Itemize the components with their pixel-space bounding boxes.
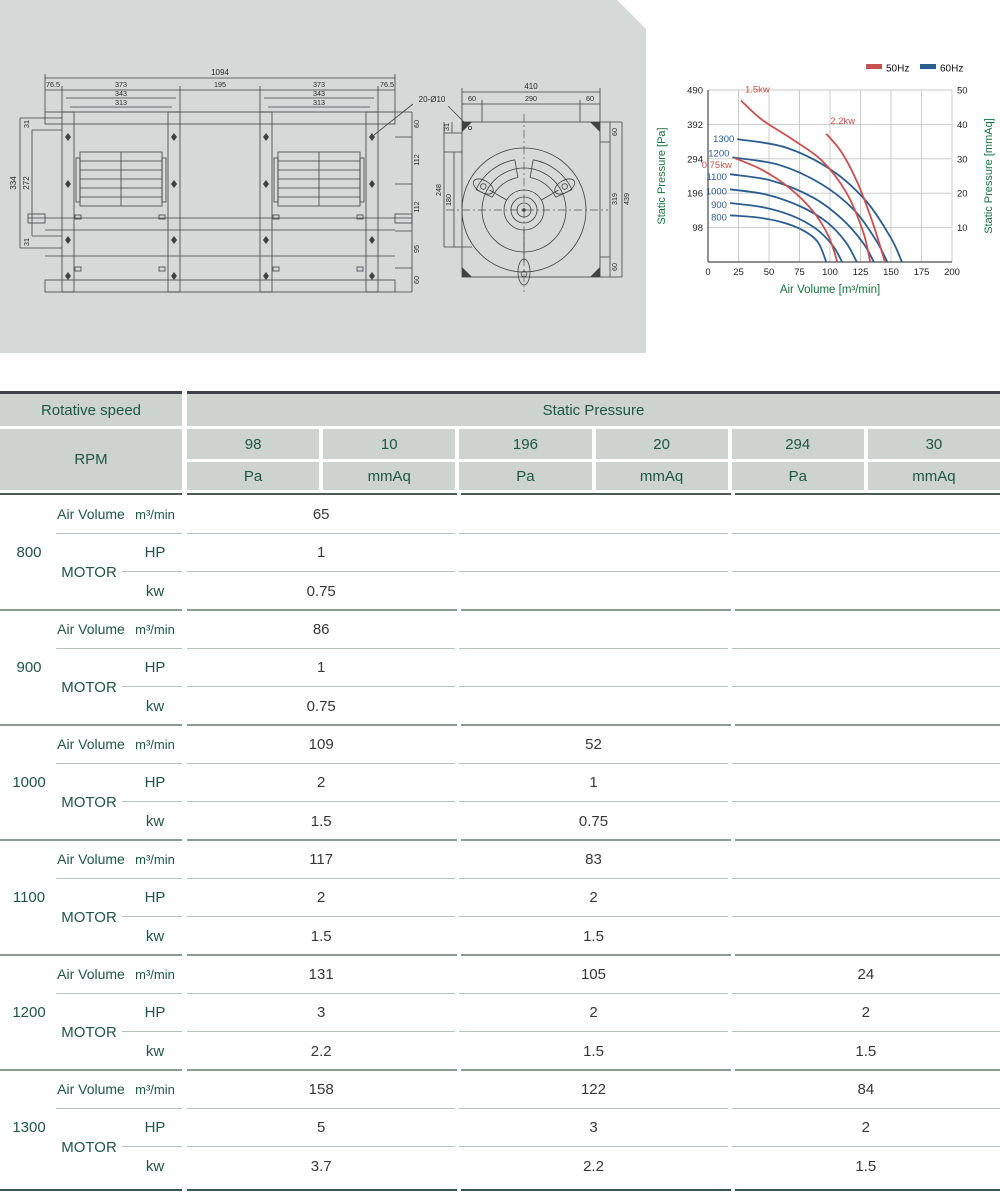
dim-label: 95: [412, 245, 421, 253]
dim-label: 290: [525, 94, 537, 103]
table-group-1200: [0, 955, 1000, 1070]
curve-label-800: 800: [711, 212, 727, 224]
x-tick-label: 50: [763, 267, 775, 278]
hole-callout-label: 20-Ø10: [418, 95, 446, 104]
dim-label: 60: [468, 94, 476, 103]
header-pressure-value: 20: [596, 429, 728, 459]
group-data: [187, 840, 1000, 955]
kw-label: kw: [145, 582, 165, 600]
curve-2.2kw: [826, 134, 885, 262]
kw-cell: 0.75: [306, 697, 336, 715]
header-bottom-line-seg: [0, 493, 182, 495]
hp-label: HP: [144, 544, 166, 561]
rpm-value: 1100: [12, 889, 46, 906]
dim-label: 334: [9, 176, 18, 190]
group-data: [187, 610, 1000, 725]
header-pressure-units: [187, 462, 1000, 490]
dim-label: 343: [115, 89, 127, 98]
dim-label: 60: [412, 120, 421, 128]
x-tick-label: 0: [705, 267, 711, 278]
hp-cell: 2: [732, 1109, 1000, 1147]
dim-label: 319: [610, 193, 619, 205]
front-view-drawing: [9, 68, 472, 292]
y-tick-label-pa: 196: [687, 188, 703, 200]
dim-label: 60: [586, 94, 594, 103]
motor-label: MOTOR: [61, 1023, 117, 1041]
kw-cell: 1.5: [583, 927, 604, 945]
header-pressure-value: 30: [868, 429, 1000, 459]
air-volume-label: Air Volume: [57, 621, 125, 637]
header-pressure-unit: mmAq: [868, 462, 1000, 490]
kw-cell: 1.5: [583, 1042, 604, 1060]
x-tick-label: 200: [944, 267, 960, 278]
kw-cell: [459, 572, 727, 610]
table-body: [0, 495, 1000, 1185]
header-bottom-line-seg: [187, 493, 457, 495]
dim-label: 60: [610, 128, 619, 136]
curve-label-2.2kw: 2.2kw: [830, 115, 856, 127]
header-rpm: RPM: [0, 429, 182, 490]
hp-label: HP: [144, 774, 166, 791]
hp-cell: [732, 534, 1000, 572]
curve-label-1300: 1300: [713, 134, 735, 146]
header-pressure-unit: Pa: [187, 462, 319, 490]
x-tick-label: 100: [822, 267, 838, 278]
x-tick-label: 150: [883, 267, 899, 278]
dim-label: 31: [442, 123, 451, 131]
air-volume-label: Air Volume: [57, 736, 125, 752]
dim-label: 1094: [211, 68, 229, 77]
header-pressure-unit: Pa: [459, 462, 591, 490]
air-volume-cell: [732, 725, 1000, 764]
kw-cell: [732, 917, 1000, 955]
y-tick-label-pa: 490: [687, 85, 703, 97]
air-volume-cell: 105: [459, 955, 727, 994]
y-axis-title-right: Static Pressure [mmAq]: [983, 118, 995, 234]
curve-label-1200: 1200: [708, 148, 730, 160]
header-pressure-value: 10: [323, 429, 455, 459]
y-tick-label-pa: 98: [692, 223, 703, 235]
motor-label: MOTOR: [61, 1138, 117, 1156]
hp-cell: [732, 649, 1000, 687]
spec-table: [0, 391, 1000, 1191]
hp-cell: 3: [459, 1109, 727, 1147]
curve-0.75kw: [735, 158, 838, 262]
air-volume-unit: m³/min: [135, 967, 175, 982]
y-axis-title-left: Static Pressure [Pa]: [656, 127, 668, 225]
air-volume-label: Air Volume: [57, 506, 125, 522]
y-tick-label-mmaq: 30: [957, 154, 968, 166]
header-pressure-values: [187, 429, 1000, 459]
rpm-value: 1000: [12, 774, 46, 791]
dim-label: 60: [610, 263, 619, 271]
x-axis-title: Air Volume [m³/min]: [779, 284, 881, 296]
hp-cell: [459, 534, 727, 572]
hp-label: HP: [144, 659, 166, 676]
kw-label: kw: [145, 697, 165, 715]
rpm-value: 800: [16, 544, 42, 561]
hp-cell: [732, 764, 1000, 802]
air-volume-cell: 86: [187, 610, 455, 649]
kw-cell: 0.75: [306, 582, 336, 600]
dim-label: 112: [412, 154, 421, 166]
header-bottom-line-seg: [461, 493, 731, 495]
header-pressure-unit: mmAq: [596, 462, 728, 490]
table-bottom-line: [0, 1189, 182, 1191]
hp-cell: 1: [459, 764, 727, 802]
rpm-value: 900: [16, 659, 42, 676]
dim-label: 31: [22, 120, 31, 128]
performance-chart: [652, 52, 1000, 308]
performance-chart-svg: [652, 52, 1000, 308]
air-volume-cell: 65: [187, 495, 455, 534]
table-group-900: [0, 610, 1000, 725]
header-pressure-value: 294: [732, 429, 864, 459]
table-group-1300: [0, 1070, 1000, 1185]
rpm-value: 1300: [12, 1119, 46, 1136]
side-view-drawing: [434, 82, 631, 292]
hp-cell: 1: [187, 534, 455, 572]
dim-label: 76.5: [380, 80, 394, 89]
air-volume-unit: m³/min: [135, 507, 175, 522]
motor-label: MOTOR: [61, 908, 117, 926]
kw-cell: [732, 687, 1000, 725]
group-data: [187, 955, 1000, 1070]
dim-label: 60: [412, 276, 421, 284]
hp-label: HP: [144, 889, 166, 906]
hp-cell: 5: [187, 1109, 455, 1147]
air-volume-cell: [459, 495, 727, 534]
kw-cell: 1.5: [310, 927, 332, 945]
kw-cell: 3.7: [310, 1157, 332, 1175]
hp-label: HP: [144, 1004, 166, 1021]
y-tick-label-pa: 294: [687, 154, 703, 166]
x-tick-label: 175: [913, 267, 930, 278]
curve-900: [730, 203, 842, 262]
air-volume-label: Air Volume: [57, 851, 125, 867]
header-bottom-line-seg: [735, 493, 1000, 495]
dim-label: 180: [444, 194, 453, 206]
air-volume-cell: 122: [459, 1070, 727, 1109]
legend-swatch: [866, 64, 882, 69]
motor-label: MOTOR: [61, 678, 117, 696]
dim-label: 112: [412, 201, 421, 213]
hp-cell: 3: [187, 994, 455, 1032]
kw-cell: 1.5: [855, 1157, 877, 1175]
kw-cell: 2.2: [583, 1157, 604, 1175]
x-tick-label: 125: [852, 267, 869, 278]
kw-cell: [459, 687, 727, 725]
air-volume-cell: [732, 840, 1000, 879]
air-volume-cell: [459, 610, 727, 649]
air-volume-cell: 117: [187, 840, 455, 879]
kw-cell: 1.5: [310, 812, 332, 830]
header-pressure-unit: mmAq: [323, 462, 455, 490]
dim-label: 76.5: [46, 80, 60, 89]
table-group-1100: [0, 840, 1000, 955]
header-pressure-unit: Pa: [732, 462, 864, 490]
air-volume-label: Air Volume: [57, 1081, 125, 1097]
air-volume-unit: m³/min: [135, 622, 175, 637]
air-volume-cell: 52: [459, 725, 727, 764]
curve-label-1000: 1000: [705, 186, 727, 198]
hp-cell: 2: [187, 879, 455, 917]
curve-800: [730, 215, 826, 262]
table-bottom-line: [461, 1189, 731, 1191]
legend-label: 50Hz: [886, 63, 910, 75]
air-volume-label: Air Volume: [57, 966, 125, 982]
hp-cell: [459, 649, 727, 687]
table-bottom-line: [735, 1189, 1000, 1191]
x-tick-label: 25: [733, 267, 744, 278]
air-volume-cell: 158: [187, 1070, 455, 1109]
rpm-value: 1200: [12, 1004, 46, 1021]
kw-cell: 1.5: [855, 1042, 877, 1060]
hp-label: HP: [144, 1119, 166, 1136]
curve-label-1100: 1100: [706, 172, 727, 184]
air-volume-cell: 84: [732, 1070, 1000, 1109]
group-data: [187, 1070, 1000, 1185]
motor-label: MOTOR: [61, 793, 117, 811]
dim-label: 410: [524, 82, 538, 91]
header-rotative-speed: Rotative speed: [0, 391, 182, 426]
kw-cell: 0.75: [578, 812, 609, 830]
curve-label-0.75kw: 0.75kw: [701, 160, 732, 172]
legend-swatch: [920, 64, 936, 69]
dim-label: 343: [313, 89, 325, 98]
air-volume-cell: [732, 610, 1000, 649]
air-volume-unit: m³/min: [135, 737, 175, 752]
hp-cell: 2: [187, 764, 455, 802]
legend-label: 60Hz: [940, 63, 964, 75]
dim-label: 195: [214, 80, 226, 89]
dim-label: 373: [313, 80, 325, 89]
dim-label: 439: [622, 193, 631, 205]
table-group-1000: [0, 725, 1000, 840]
air-volume-cell: 131: [187, 955, 455, 994]
kw-cell: [732, 572, 1000, 610]
air-volume-cell: [732, 495, 1000, 534]
motor-label: MOTOR: [61, 563, 117, 581]
air-volume-unit: m³/min: [135, 1082, 175, 1097]
group-data: [187, 725, 1000, 840]
kw-label: kw: [145, 812, 165, 830]
group-data: [187, 495, 1000, 610]
kw-cell: [732, 802, 1000, 840]
y-tick-label-mmaq: 10: [957, 223, 968, 235]
air-volume-unit: m³/min: [135, 852, 175, 867]
dim-label: 272: [22, 176, 31, 190]
x-tick-label: 75: [794, 267, 805, 278]
air-volume-cell: 83: [459, 840, 727, 879]
kw-label: kw: [145, 927, 165, 945]
curve-label-1.5kw: 1.5kw: [744, 84, 770, 96]
y-tick-label-mmaq: 20: [957, 188, 968, 200]
kw-label: kw: [145, 1042, 165, 1060]
header-pressure-value: 98: [187, 429, 319, 459]
hp-cell: 1: [187, 649, 455, 687]
hp-cell: [732, 879, 1000, 917]
curve-1200: [732, 157, 887, 262]
air-volume-cell: 24: [732, 955, 1000, 994]
hp-cell: 2: [732, 994, 1000, 1032]
kw-label: kw: [145, 1157, 165, 1175]
air-volume-cell: 109: [187, 725, 455, 764]
dim-label: 248: [434, 184, 443, 196]
y-tick-label-pa: 392: [687, 119, 703, 131]
hp-cell: 2: [459, 994, 727, 1032]
kw-cell: 2.2: [310, 1042, 332, 1060]
y-tick-label-mmaq: 40: [957, 119, 968, 131]
table-group-800: [0, 495, 1000, 610]
dim-label: 31: [22, 238, 31, 246]
table-bottom-line: [187, 1189, 457, 1191]
y-tick-label-mmaq: 50: [957, 85, 968, 97]
dim-label: 313: [115, 98, 127, 107]
header-static-pressure: Static Pressure: [187, 391, 1000, 426]
dim-label: 373: [115, 80, 127, 89]
dim-label: 313: [313, 98, 325, 107]
curve-label-900: 900: [711, 200, 727, 212]
hp-cell: 2: [459, 879, 727, 917]
header-pressure-value: 196: [459, 429, 591, 459]
technical-drawings: [0, 0, 646, 353]
